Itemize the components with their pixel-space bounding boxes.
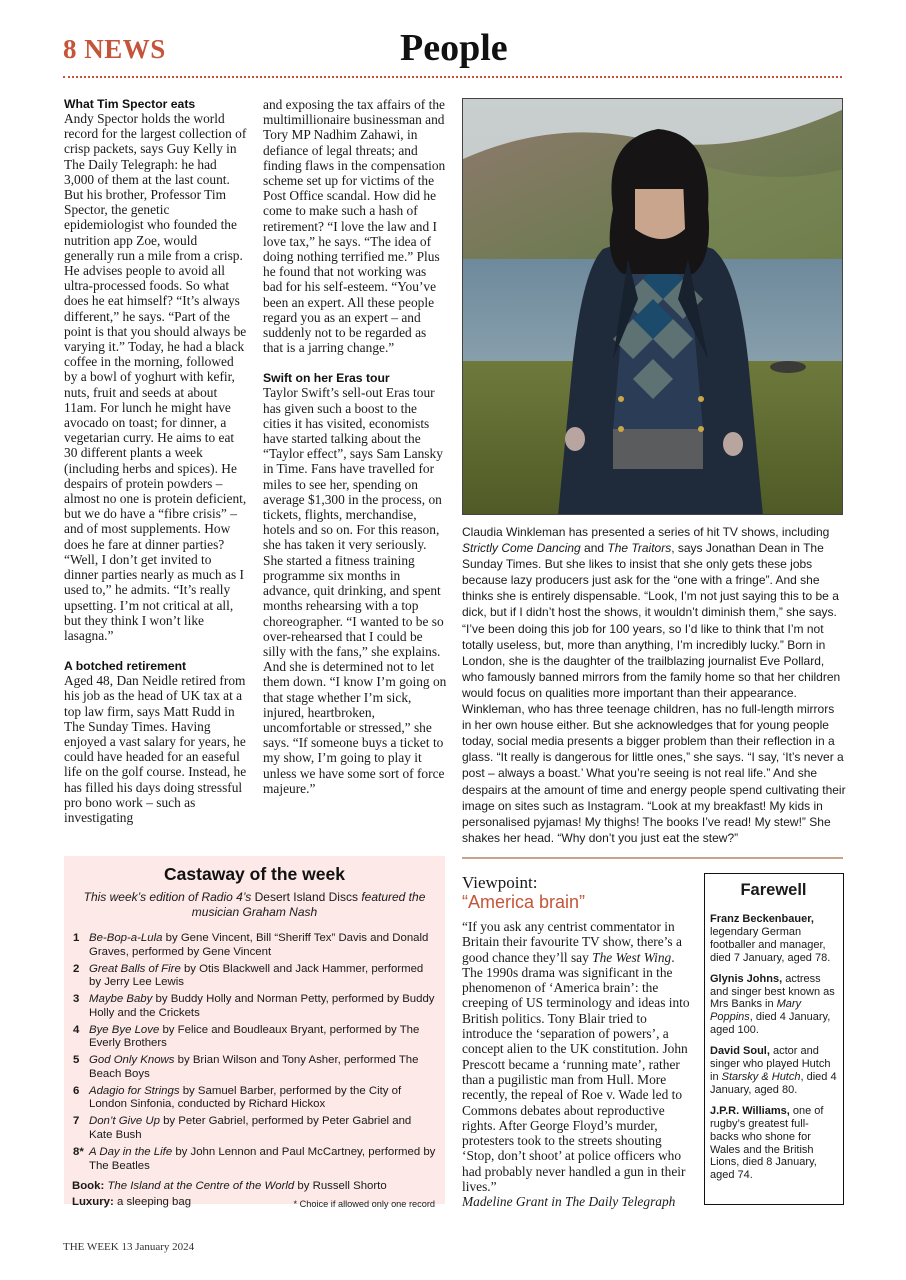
luxury-label: Luxury: (72, 1196, 114, 1209)
track-number: 1 (73, 932, 80, 944)
caption-text: Claudia Winkleman has presented a series of hit TV shows, including (462, 525, 830, 539)
track-detail: by John Lennon and Paul McCartney, performed by The Beatles (89, 1146, 436, 1172)
track-detail: by Gene Vincent, Bill “Sheriff Tex” Davis and Donald Graves, performed by Gene Vincent (89, 932, 429, 958)
track-detail: by Samuel Barber, performed by the City of London Sinfonia, conducted by Richard Hickox (89, 1084, 402, 1111)
castaway-intro (72, 890, 437, 919)
track-number: 5 (73, 1054, 80, 1067)
column-2 (263, 97, 447, 796)
track-detail: by Felice and Boudleaux Bryant, performed by The Everly Brothers (89, 1023, 420, 1050)
farewell-entry (710, 1105, 837, 1182)
photo-caption (462, 524, 846, 846)
list-item (72, 1024, 437, 1051)
retirement-body: Aged 48, Dan Neidle retired from his job as the head of UK tax at a top law firm, says Matt Rudd in The Sunday Times. Having enjoyed a vast salary for years, he could have headed for an easeful life on the golf course. Instead, he has filled his days doing stressful pro bono work – such as investigating (64, 673, 247, 825)
page-footer: THE WEEK 13 January 2024 (63, 1241, 195, 1253)
track-detail: by Peter Gabriel, performed by Peter Gabriel and Kate Bush (89, 1115, 412, 1142)
track-song: Great Balls of Fire (89, 962, 181, 975)
viewpoint-show: The West Wing (592, 949, 672, 965)
viewpoint-label: Viewpoint: (462, 873, 538, 892)
farewell-name: J.P.R. Williams, (710, 1104, 790, 1117)
viewpoint-text-b: . The 1990s drama was significant in the phenomenon of ‘America brain’: the creeping of US terminology and ideas into British politics. Tony Blair tried to introduce the ‘separation of powers’, a concept alien to the UK constitution. John Prescott became a ‘running mate’, rather than a pugilistic man from Hull. More recently, the repeal of Roe v. Wade led to Commons debates about reproductive rights. After George Floyd’s murder, protesters took to the streets shouting ‘Stop, don’t shoot’ at police officers who had probably never handled a gun in their lives.” (462, 949, 690, 1195)
book-title: The Island at the Centre of the World (107, 1180, 295, 1193)
track-song: A Day in the Life (89, 1146, 173, 1159)
book-author: by Russell Shorto (294, 1180, 387, 1193)
caption-and: and (580, 541, 608, 556)
track-song: Adagio for Strings (89, 1084, 180, 1097)
claudia-winkleman-photo (462, 98, 843, 515)
caption-divider (462, 857, 843, 859)
castaway-title: Castaway of the week (164, 864, 345, 884)
page-title: People (400, 27, 508, 69)
viewpoint-article (462, 873, 694, 1210)
viewpoint-title: “America brain” (462, 892, 586, 912)
header-divider (63, 76, 842, 78)
list-item (72, 993, 437, 1020)
intro-a: This week’s edition of Radio 4’s (83, 890, 255, 904)
list-item (72, 1115, 437, 1142)
caption-show-strictly: Strictly Come Dancing (462, 541, 581, 556)
page-number: 8 (63, 34, 77, 64)
farewell-text: actress and singer best known as Mrs Banks in (710, 972, 835, 1011)
farewell-title: Farewell (740, 881, 807, 899)
castaway-book (72, 1179, 437, 1193)
track-number: 3 (73, 993, 80, 1006)
viewpoint-source: Madeline Grant in The Daily Telegraph (462, 1194, 676, 1210)
caption-show-traitors: The Traitors (607, 541, 672, 556)
track-song: Don’t Give Up (89, 1115, 160, 1128)
farewell-name: Franz Beckenbauer, (710, 913, 814, 925)
farewell-text: one of rugby’s greatest full-backs who shone for Wales and the British Lions, died 8 January, aged 74. (710, 1104, 824, 1182)
luxury-value: a sleeping bag (113, 1196, 192, 1209)
list-item (72, 963, 437, 990)
farewell-text: , died 4 January, aged 80. (710, 1070, 837, 1096)
track-song: Maybe Baby (89, 993, 153, 1006)
book-label: Book: (72, 1180, 105, 1193)
track-detail: by Otis Blackwell and Jack Hammer, performed by Jerry Lee Lewis (89, 962, 424, 989)
farewell-text: actor and singer who played Hutch in (710, 1045, 831, 1083)
farewell-entry (710, 1045, 837, 1097)
farewell-text: legendary German footballer and manager, died 7 January, aged 78. (710, 925, 831, 964)
track-detail: by Buddy Holly and Norman Petty, performed by Buddy Holly and the Crickets (89, 993, 435, 1019)
track-number: 8* (73, 1146, 84, 1159)
track-detail: by Brian Wilson and Tony Asher, performed The Beach Boys (89, 1054, 419, 1080)
page-number-section (63, 34, 166, 65)
caption-text-rest: , says Jonathan Dean in The Sunday Times. But she likes to insist that she only gets these jobs because lazy producers just ask for the “one with a fringe”. And she thinks she is entirely dispensable. “Look, I’m not just saying this to be a dick, but if I didn’t host the shows, it wouldn’t diminish them,” she says. “I’ve been doing this job for 100 years, so I’d like to think that I’m not totally useless, but, more than anything, I’m incredibly lucky.” Born in London, she is the daughter of the trailblazing journalist Eve Pollard, who famously banned mirrors from the family home so that her children would focus on qualities more important than their appearance. Winkleman, who has three teenage children, has no full-length mirrors in her own house either. But she acknowledges that for young people today, social media presents a bigger problem than their reflection in a glass. “It really is dangerous for little ones,” she says. “I say, ‘It’s never a post – always a boast.’ What you’re seeing is not real life.” And she despairs at the amount of time and energy people spend cultivating their image on sites such as Instagram. “Look at my breakfast! My kids in personalised pyjamas! My thighs! The books I’ve read! My stew!” She shakes her head. “Why don’t you just eat the stew?” (462, 541, 846, 845)
track-song: God Only Knows (89, 1054, 175, 1067)
viewpoint-text-a: “If you ask any centrist commentator in Britain their favourite TV show, there’s a good chance they’ll say (462, 919, 682, 965)
farewell-box (704, 873, 844, 1205)
intro-c: featured the musician Graham Nash (191, 890, 426, 919)
list-item (72, 1085, 437, 1112)
viewpoint-body (462, 919, 694, 1194)
retirement-headline: A botched retirement (64, 659, 187, 674)
section-label: NEWS (84, 34, 166, 64)
spector-headline: What Tim Spector eats (64, 97, 196, 111)
intro-programme: Desert Island Discs (254, 890, 358, 904)
swift-headline: Swift on her Eras tour (263, 371, 390, 386)
track-number: 4 (73, 1023, 80, 1036)
farewell-text: , died 4 January, aged 100. (710, 1011, 831, 1037)
farewell-film: Mary Poppins (710, 998, 802, 1024)
farewell-name: Glynis Johns, (710, 972, 783, 985)
castaway-box (64, 856, 445, 1210)
column-1 (64, 97, 248, 825)
farewell-entry (710, 913, 837, 965)
farewell-name: David Soul, (710, 1045, 770, 1058)
track-number: 2 (73, 962, 80, 975)
farewell-show: Starsky & Hutch (721, 1070, 801, 1083)
list-item (72, 932, 437, 959)
castaway-luxury (72, 1195, 437, 1209)
track-number: 7 (73, 1115, 80, 1128)
track-number: 6 (73, 1084, 80, 1097)
track-song: Be-Bop-a-Lula (89, 932, 163, 944)
list-item (72, 1146, 437, 1173)
farewell-entry (710, 973, 837, 1038)
spector-body: Andy Spector holds the world record for the largest collection of crisp packets, says Guy Kelly in The Daily Telegraph: he had 3,000 of them at the last count. But his brother, Professor Tim Spector, the genetic epidemiologist who founded the nutrition app Zoe, would generally run a mile from a crisp. He advises people to avoid all ultra-processed foods. So what does he eat himself? “It’s always different,” he says. “Part of the point is that you should always be varying it.” Today, he had a black coffee in the morning, followed by a bowl of yoghurt with kefir, nuts, fruit and seeds at about 11am. For lunch he might have avocado on toast; for dinner, a vegetarian curry. He aims to eat 30 different plants a week (including herbs and spices). He despairs of protein powders – almost no one is protein deficient, but we do have a “fibre crisis” – and of most supplements. How does he fare at dinner parties? “Well, I don’t get invited to dinner parties nearly as much as I used to,” he admits. “It’s really upsetting. I’m not critical at all, but they think I won’t like lasagna.” (64, 111, 247, 643)
list-item (72, 1054, 437, 1081)
retirement-continued: and exposing the tax affairs of the multimillionaire businessman and Tory MP Nadhim Zahawi, in defiance of legal threats; and finding flaws in the compensation scheme set up for victims of the Post Office scandal. How did he come to make such a hash of retirement? “I love the law and I love tax,” he says. “The idea of doing nothing terrified me.” Plus he found that not working was bad for his self-esteem. “You’ve been an expert. All these people regard you as an expert – and suddenly not to be regarded as that is a jarring change.” (263, 97, 446, 356)
castaway-footnote: * Choice if allowed only one record (293, 1199, 435, 1210)
track-list (72, 932, 437, 1173)
track-song: Bye Bye Love (89, 1023, 160, 1036)
swift-body: Taylor Swift’s sell-out Eras tour has given such a boost to the cities it has visited, economists have started talking about the “Taylor effect”, says Sam Lansky in Time. Fans have travelled for miles to see her, spending on average $1,300 in the process, on tickets, flights, merchandise, hotels and so on. For this reason, she has taken it very seriously. She started a fitness training programme six months in advance, quit drinking, and spent months rehearsing with a top choreographer. “I wanted to be so over-rehearsed that I could be silly with the fans,” she explains. And she is determined not to let them down. “I know I’m going on that stage whether I’m sick, injured, heartbroken, uncomfortable or stressed,” she says. “If someone buys a ticket to my show, I’m going to play it unless we have some sort of force majeure.” (263, 385, 447, 796)
